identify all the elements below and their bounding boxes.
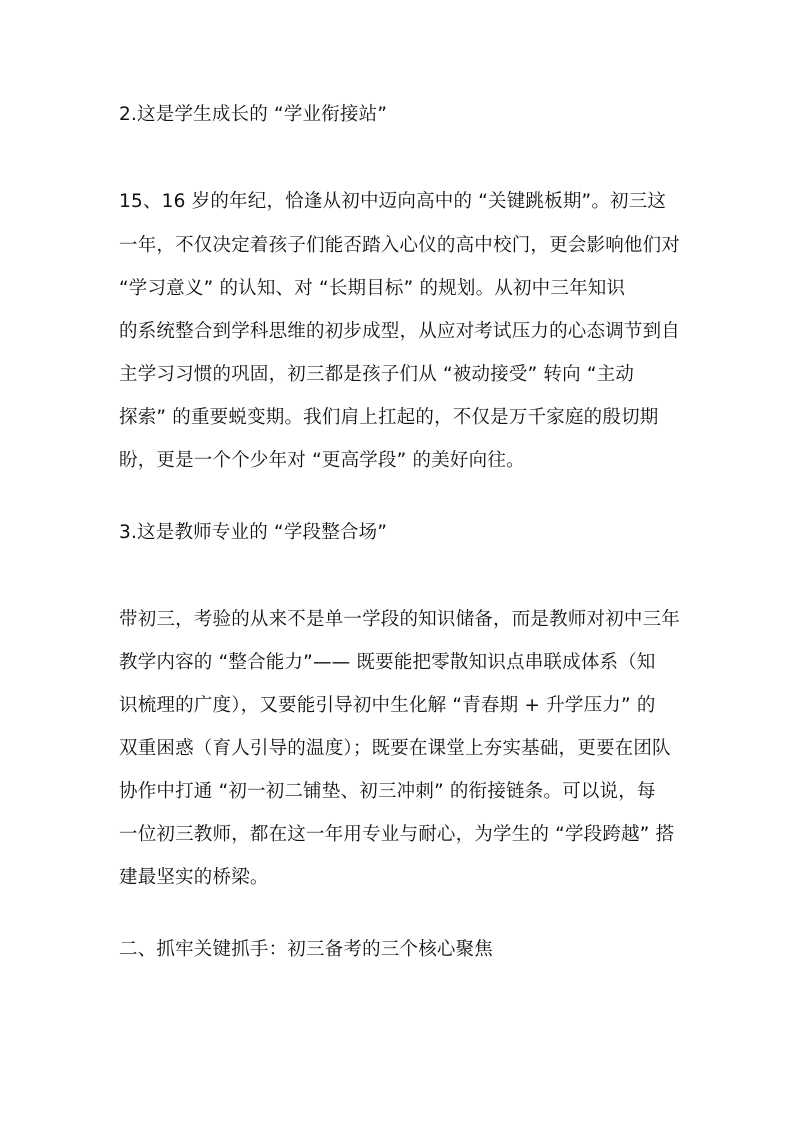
paragraph-line: 一年，不仅决定着孩子们能否踏入心仪的高中校门，更会影响他们对 <box>119 235 681 256</box>
part-heading-core-focus: 二、抓牢关键抓手：初三备考的三个核心聚焦 <box>119 939 494 960</box>
paragraph-line: 协作中打通 “初一初二铺垫、初三冲刺” 的衔接链条。可以说，每 <box>119 781 656 802</box>
paragraph-line: 15、16 岁的年纪，恰逢从初中迈向高中的 “关键跳板期”。初三这 <box>119 191 667 212</box>
paragraph-line: 识梳理的广度），又要能引导初中生化解 “青春期 + 升学压力” 的 <box>119 695 656 716</box>
paragraph-line: 盼，更是一个个少年对 “更高学段” 的美好向往。 <box>119 450 525 471</box>
paragraph-line: 主学习习惯的巩固，初三都是孩子们从 “被动接受” 转向 “主动 <box>119 364 635 385</box>
paragraph-line: 的系统整合到学科思维的初步成型，从应对考试压力的心态调节到自 <box>119 321 681 342</box>
paragraph-line: “学习意义” 的认知、对 “长期目标” 的规划。从初中三年知识 <box>119 278 626 299</box>
section-heading-student-growth: 2.这是学生成长的 “学业衔接站” <box>119 104 388 125</box>
paragraph-line: 教学内容的 “整合能力”—— 既要能把零散知识点串联成体系（知 <box>119 652 656 673</box>
paragraph-line: 一位初三教师，都在这一年用专业与耐心，为学生的 “学段跨越” 搭 <box>119 824 675 845</box>
paragraph-line: 双重困惑（育人引导的温度）；既要在课堂上夯实基础，更要在团队 <box>119 738 671 759</box>
paragraph-line: 建最坚实的桥梁。 <box>119 867 269 888</box>
paragraph-line: 带初三，考验的从来不是单一学段的知识储备，而是教师对初中三年 <box>119 609 681 630</box>
section-heading-teacher-profession: 3.这是教师专业的 “学段整合场” <box>119 522 388 543</box>
paragraph-line: 探索” 的重要蜕变期。我们肩上扛起的，不仅是万千家庭的殷切期 <box>119 407 659 428</box>
